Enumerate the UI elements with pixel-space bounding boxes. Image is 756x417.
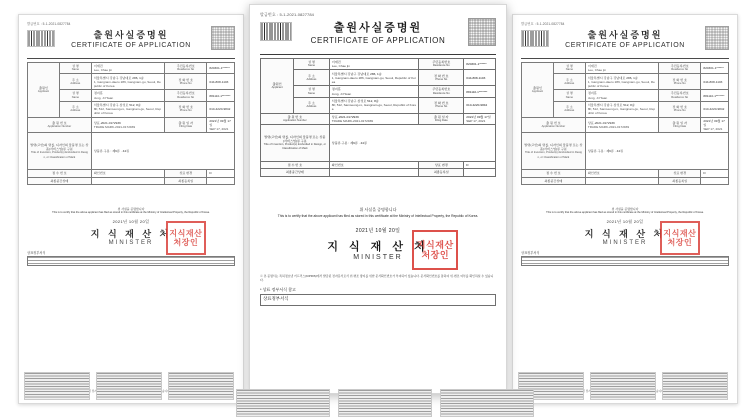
barcode-icon: [27, 30, 55, 47]
certificate-page-right[interactable]: [512, 14, 738, 404]
minister-red-seal: 지식재산처장인: [660, 221, 700, 255]
row-value-2: 820301-1******: [207, 63, 235, 74]
table-row: [261, 97, 496, 113]
final-reg-date-label: 최종등록일: [419, 169, 464, 176]
row-value: 서울특별시 강남구 강남대로 286, 1층 1, Gangnam-daero 286, Gangnam-gu, Seoul, Republic of Korea: [91, 74, 164, 90]
applicant-label: 출원인 Applicant: [261, 59, 294, 114]
table-row: [28, 133, 235, 170]
row-label: 주 소 Address: [294, 70, 330, 86]
table-row: [28, 170, 235, 177]
application-number-value: 상표-2021-0172939 TRADE MARK-2021-0172939: [329, 113, 419, 124]
row-value: 서울특별시 강남구 삼성로 512, 8층 8F, 512, Samseong-ro, Gangnam-gu, Seoul, Republic of Korea: [91, 101, 164, 117]
row-label: 성 명 Name: [294, 59, 330, 70]
scanned-attachment-strip: [236, 389, 330, 417]
security-seal-icon: [211, 26, 235, 50]
receipt-label: 접 수 번 호: [28, 170, 92, 177]
row-label: 주 소 Address: [553, 74, 585, 90]
table-row: [522, 133, 729, 170]
row-label: 성 명 Name: [553, 90, 585, 101]
mark-change-value: D: [464, 162, 496, 169]
row-value: 이재진 Lee, Chae jin: [91, 63, 164, 74]
sub-box-title-right: 상표정부서식: [521, 251, 540, 256]
document-header-front: [260, 20, 496, 50]
scanned-attachment-strip: [338, 389, 432, 417]
invention-title-label: 발명(고안)의 명칭, 디자인의 물품명 또는 상품(서비스업)류 구분 Title of Invention, Product(s) Embodied in Design, or Classification of Mark: [522, 133, 586, 170]
security-seal-icon: [468, 18, 496, 46]
final-status-value: [91, 177, 164, 184]
table-row: [522, 117, 729, 133]
table-row: [28, 101, 235, 117]
application-number-value: 상표-2021-0172939 TRADE MARK-2021-0172939: [585, 117, 658, 133]
table-row: [261, 162, 496, 169]
certify-korean: 위 사실을 증명합니다: [359, 206, 397, 212]
applicant-table-left: [27, 62, 235, 185]
certify-korean: 위 사실을 증명합니다: [117, 206, 145, 211]
scanned-attachment-strip: [168, 372, 234, 400]
fine-print-right: 있습니다.: [653, 390, 665, 394]
row-value-2: 044-808-1103: [464, 70, 496, 86]
invention-title-value: 상품류 구분 : 제9류 · 44류: [585, 133, 728, 170]
row-label-2: 전 화 번 호 Phone No: [419, 97, 464, 113]
issue-number-front: 발급번호 : 5-1-2021-0827784: [260, 12, 315, 17]
receipt-label: 접 수 번 호: [261, 162, 330, 169]
application-number-value: 상표-2021-0172939 TRADE MARK-2021-0172939: [91, 117, 164, 133]
row-value-2: 820301-1******: [464, 59, 496, 70]
applicant-label: 출원인 Applicant: [28, 63, 60, 118]
table-row: [522, 74, 729, 90]
row-value-2: 010-4220-9842: [464, 97, 496, 113]
certify-block-left: [27, 207, 235, 215]
header-rule: [260, 54, 496, 55]
row-label: 성 명 Name: [553, 63, 585, 74]
table-row: [261, 113, 496, 124]
row-label: 성 명 Name: [59, 63, 91, 74]
row-label-2: 전 화 번 호 Phone No: [659, 101, 701, 117]
minister-red-seal: 지식재산처장인: [166, 221, 206, 255]
issue-number-right: 발급번호 : 5-1-2021-0827784: [521, 22, 565, 26]
row-label-2: 전 화 번 호 Phone No: [165, 101, 207, 117]
scanned-attachment-strip: [96, 372, 162, 400]
final-reg-date-value: [701, 177, 729, 184]
sub-box-title-left: 상표정부서식: [27, 251, 46, 256]
title-korean: 출원사실증명원: [587, 30, 663, 40]
header-rule: [521, 58, 729, 59]
table-row: [261, 169, 496, 176]
row-label: 주 소 Address: [59, 74, 91, 90]
sub-box-left: [27, 256, 235, 266]
row-value: 이재진 Lee, Chae jin: [329, 59, 419, 70]
security-seal-icon: [705, 26, 729, 50]
table-row: [28, 63, 235, 74]
row-label-2: 주민등록번호 Residence No: [165, 90, 207, 101]
row-value: 정지훈 Jung, Ji Hwan: [329, 86, 419, 97]
barcode-icon: [260, 22, 292, 41]
row-value: 서울특별시 강남구 강남대로 286, 1층 1, Gangnam-daero 286, Gangnam-gu, Seoul, Republic of Korea: [585, 74, 658, 90]
minister-english: MINISTER: [602, 240, 648, 247]
issue-date: 2021년 10월 20일: [355, 227, 401, 234]
final-reg-date-label: 최종등록일: [165, 177, 207, 184]
table-row: [261, 125, 496, 162]
issue-number-left: 발급번호 : 5-1-2021-0827784: [27, 22, 71, 26]
row-label-2: 주민등록번호 Residence No: [419, 59, 464, 70]
mark-change-label: 상표 변경: [165, 170, 207, 177]
minister-block-front: [260, 238, 496, 261]
minister-korean: 지 식 재 산 처: [327, 240, 429, 253]
certify-block-right: [521, 207, 729, 215]
document-header-left: [27, 28, 235, 54]
row-value-2: 881110-1*******: [464, 86, 496, 97]
row-value-2: 881110-1*******: [207, 90, 235, 101]
table-row: [522, 90, 729, 101]
scan-strip-row-left: [24, 372, 234, 400]
row-label-2: 전 화 번 호 Phone No: [165, 74, 207, 90]
filing-date-value: 2021년 09월 17일 SEP 17, 2021: [464, 113, 496, 124]
row-label: 성 명 Name: [59, 90, 91, 101]
row-value-2: 010-4220-9842: [701, 101, 729, 117]
table-row: [522, 101, 729, 117]
title-english: CERTIFICATE OF APPLICATION: [71, 42, 191, 49]
title-english: CERTIFICATE OF APPLICATION: [310, 36, 446, 45]
row-label-2: 주민등록번호 Residence No: [419, 86, 464, 97]
application-number-label: 출 원 번 호 Application Number: [522, 117, 586, 133]
row-value-2: 820301-1******: [701, 63, 729, 74]
row-label-2: 주민등록번호 Residence No: [659, 90, 701, 101]
row-value-2: 044-808-1103: [701, 74, 729, 90]
row-label-2: 주민등록번호 Residence No: [659, 63, 701, 74]
row-label-2: 전 화 번 호 Phone No: [659, 74, 701, 90]
applicant-table-front: [260, 58, 496, 177]
row-label: 주 소 Address: [59, 101, 91, 117]
final-reg-date-label: 최종등록일: [659, 177, 701, 184]
filing-date-label: 출 원 일 자 Filing Date: [165, 117, 207, 133]
row-value: 정지훈 Jung, Ji Hwan: [585, 90, 658, 101]
scanned-attachment-strip: [590, 372, 656, 400]
table-row: [28, 177, 235, 184]
fine-print-front: ※ 본 증명서는 특허정보넷 키프리스(KIPRIS)에서 발급된 전자문서로서 위·변조 방지를 위한 문서확인번호가 부여되어 있습니다. 문서확인번호를 통하여 위·변조 여부를 확인하실 수 있습니다.: [260, 273, 494, 282]
sub-box-note-front: * 상표 정부서식 참고: [260, 286, 296, 292]
barcode-icon: [521, 30, 549, 47]
certify-korean: 위 사실을 증명합니다: [611, 206, 639, 211]
row-value-2: 881110-1*******: [701, 90, 729, 101]
table-row: [28, 74, 235, 90]
certify-english: This is to certify that the above applicant has filed as stored in this certificate at the Ministry of Intellectual Property, the Republic of Korea.: [277, 214, 479, 219]
final-status-value: [585, 177, 658, 184]
certificate-page-left[interactable]: [18, 14, 244, 404]
invention-title-value: 상품류 구분 : 제9류 · 44류: [329, 125, 495, 162]
table-row: [522, 170, 729, 177]
application-number-label: 출 원 번 호 Application Number: [28, 117, 92, 133]
filing-date-label: 출 원 일 자 Filing Date: [419, 113, 464, 124]
table-row: [522, 177, 729, 184]
title-korean: 출원사실증명원: [333, 22, 423, 34]
title-english: CERTIFICATE OF APPLICATION: [565, 42, 685, 49]
filing-date-value: 2021년 09월 17일 SEP 17, 2021: [207, 117, 235, 133]
issue-date: 2021년 10월 20일: [606, 219, 644, 225]
row-value-2: 044-808-1103: [207, 74, 235, 90]
sub-box-front: 상표정부서식: [260, 294, 496, 306]
minister-korean: 지 식 재 산 처: [90, 229, 172, 240]
certify-english: This is to certify that the above applicant has filed as stored in this certificate at the Ministry of Intellectual Property, the Republic of Korea.: [546, 210, 704, 214]
sub-box-right: [521, 256, 729, 266]
scan-strip-row-right: [518, 372, 728, 400]
minister-block-left: [27, 227, 235, 246]
row-value-2: 010-4220-9842: [207, 101, 235, 117]
row-label-2: 주민등록번호 Residence No: [165, 63, 207, 74]
minister-korean: 지 식 재 산 처: [584, 229, 666, 240]
final-reg-date-value: [464, 169, 496, 176]
mark-change-value: D: [701, 170, 729, 177]
minister-red-seal: 지식재산처장인: [412, 230, 458, 270]
filing-date-label: 출 원 일 자 Filing Date: [659, 117, 701, 133]
final-status-label: 최종중간상태: [261, 169, 330, 176]
applicant-table-right: [521, 62, 729, 185]
final-status-label: 최종중간상태: [28, 177, 92, 184]
row-label: 성 명 Name: [294, 86, 330, 97]
table-row: [28, 90, 235, 101]
table-row: [261, 86, 496, 97]
scan-strip-row-front: [236, 389, 534, 417]
issue-date: 2021년 10월 20일: [112, 219, 150, 225]
applicant-label: 출원인 Applicant: [522, 63, 554, 118]
document-header-right: [521, 28, 729, 54]
title-korean: 출원사실증명원: [93, 30, 169, 40]
table-row: [261, 59, 496, 70]
row-label: 주 소 Address: [553, 101, 585, 117]
table-row: [261, 70, 496, 86]
receipt-value: 확인번호: [585, 170, 658, 177]
table-row: [28, 117, 235, 133]
row-value: 이재진 Lee, Chae jin: [585, 63, 658, 74]
scanned-attachment-strip: [440, 389, 534, 417]
application-number-label: 출 원 번 호 Application Number: [261, 113, 330, 124]
minister-block-right: [521, 227, 729, 246]
final-status-value: [329, 169, 419, 176]
invention-title-label: 발명(고안)의 명칭, 디자인의 물품명 또는 상품(서비스업)류 구분 Title of Invention, Product(s) Embodied in Design, or Classification of Mark: [28, 133, 92, 170]
row-value: 서울특별시 강남구 삼성로 512, 8층 8F, 512, Samseong-ro, Gangnam-gu, Seoul, Republic of Korea: [329, 97, 419, 113]
receipt-value: 확인번호: [329, 162, 419, 169]
header-rule: [27, 58, 235, 59]
table-row: [522, 63, 729, 74]
minister-english: MINISTER: [353, 253, 403, 261]
mark-change-value: D: [207, 170, 235, 177]
row-value: 서울특별시 강남구 강남대로 286, 1층 1, Gangnam-daero 286, Gangnam-gu, Seoul, Republic of Korea: [329, 70, 419, 86]
invention-title-value: 상품류 구분 : 제9류 · 44류: [91, 133, 234, 170]
mark-change-label: 상표 변경: [419, 162, 464, 169]
final-status-label: 최종중간상태: [522, 177, 586, 184]
certify-block-front: [260, 207, 496, 219]
row-label-2: 전 화 번 호 Phone No: [419, 70, 464, 86]
mark-change-label: 상표 변경: [659, 170, 701, 177]
scanned-attachment-strip: [24, 372, 90, 400]
fine-print-left: 있습니다.: [159, 390, 171, 394]
receipt-label: 접 수 번 호: [522, 170, 586, 177]
invention-title-label: 발명(고안)의 명칭, 디자인의 물품명 또는 상품(서비스업)류 구분 Title of Invention, Product(s) Embodied in Design, or Classification of Mark: [261, 125, 330, 162]
certificate-page-front[interactable]: [249, 4, 507, 394]
row-value: 정지훈 Jung, Ji Hwan: [91, 90, 164, 101]
final-reg-date-value: [207, 177, 235, 184]
receipt-value: 확인번호: [91, 170, 164, 177]
minister-english: MINISTER: [108, 240, 154, 247]
filing-date-value: 2021년 09월 17일 SEP 17, 2021: [701, 117, 729, 133]
certify-english: This is to certify that the above applicant has filed as stored in this certificate at the Ministry of Intellectual Property, the Republic of Korea.: [52, 210, 210, 214]
scanned-attachment-strip: [662, 372, 728, 400]
row-value: 서울특별시 강남구 삼성로 512, 8층 8F, 512, Samseong-ro, Gangnam-gu, Seoul, Republic of Korea: [585, 101, 658, 117]
row-label: 주 소 Address: [294, 97, 330, 113]
